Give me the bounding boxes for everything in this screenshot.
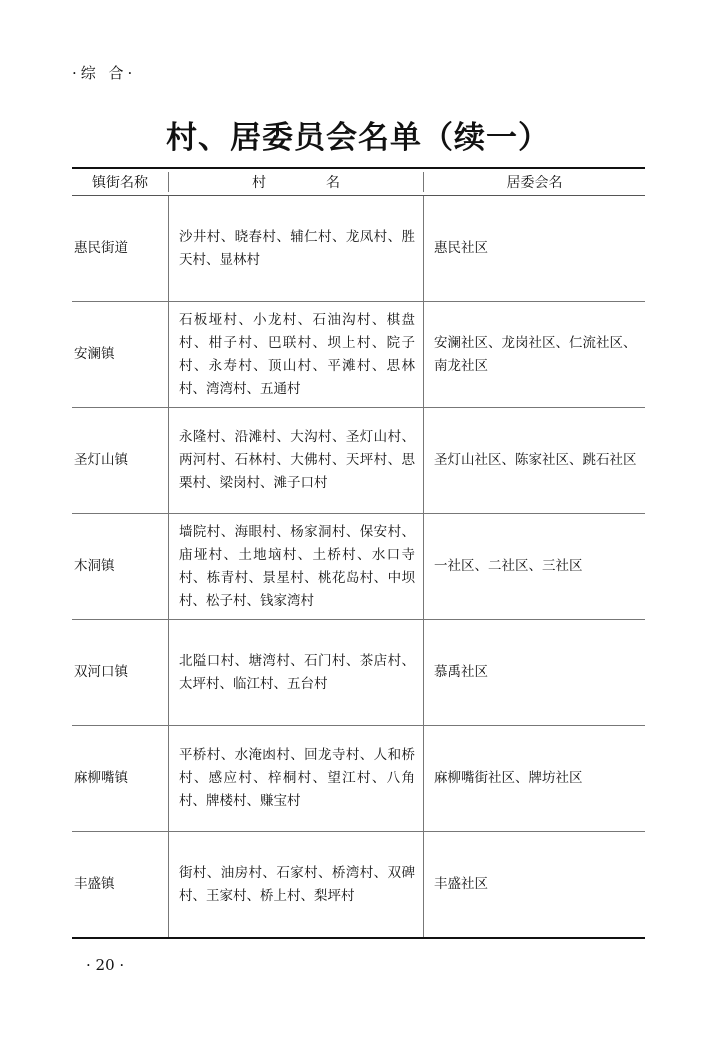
column-header-committees: 居委会名	[506, 175, 563, 191]
table-row	[72, 408, 645, 514]
committees-cell: 惠民社区	[434, 240, 488, 256]
villages-cell: 永隆村、沿滩村、大沟村、圣灯山村、两河村、石林村、大佛村、天坪村、思栗村、梁岗村、滩子口村	[168, 408, 424, 513]
town-cell: 安澜镇	[74, 346, 115, 362]
table-header	[72, 169, 645, 196]
committees-cell: 丰盛社区	[434, 876, 488, 892]
page-title: 村、居委员会名单（续一）	[166, 120, 550, 156]
town-cell: 双河口镇	[74, 664, 128, 680]
town-cell: 惠民街道	[74, 240, 128, 256]
table-row	[72, 726, 645, 832]
villages-cell: 北隘口村、塘湾村、石门村、茶店村、太坪村、临江村、五台村	[168, 620, 424, 725]
table-row	[72, 514, 645, 620]
column-header-villages: 村名	[168, 172, 424, 192]
table-row	[72, 302, 645, 408]
town-cell: 麻柳嘴镇	[74, 770, 128, 786]
villages-cell: 沙井村、晓春村、辅仁村、龙凤村、胜天村、显林村	[168, 196, 424, 301]
villages-cell: 墙院村、海眼村、杨家洞村、保安村、庙垭村、土地垴村、土桥村、水口寺村、栋青村、景星村、桃花岛村、中坝村、松子村、钱家湾村	[168, 514, 424, 619]
committees-cell: 安澜社区、龙岗社区、仁流社区、南龙社区	[434, 334, 637, 374]
page-number: · 20 ·	[86, 956, 125, 974]
town-cell: 丰盛镇	[74, 876, 115, 892]
committees-cell: 一社区、二社区、三社区	[434, 558, 583, 574]
table-row	[72, 620, 645, 726]
villages-cell: 平桥村、水淹凼村、回龙寺村、人和桥村、感应村、梓桐村、望江村、八角村、牌楼村、赚宝村	[168, 726, 424, 831]
committees-cell: 圣灯山社区、陈家社区、跳石社区	[434, 452, 637, 468]
column-header-town: 镇街名称	[92, 175, 148, 191]
committee-table	[72, 167, 645, 939]
committees-cell: 慕禹社区	[434, 664, 488, 680]
section-label: ·综 合·	[72, 64, 137, 82]
villages-cell: 街村、油房村、石家村、桥湾村、双碑村、王家村、桥上村、梨坪村	[168, 832, 424, 937]
table-row	[72, 832, 645, 937]
table-row	[72, 196, 645, 302]
town-cell: 木洞镇	[74, 558, 115, 574]
committees-cell: 麻柳嘴街社区、牌坊社区	[434, 770, 583, 786]
villages-cell: 石板垭村、小龙村、石油沟村、棋盘村、柑子村、巴联村、坝上村、院子村、永寿村、顶山村、平滩村、思林村、湾湾村、五通村	[168, 302, 424, 407]
town-cell: 圣灯山镇	[74, 452, 128, 468]
